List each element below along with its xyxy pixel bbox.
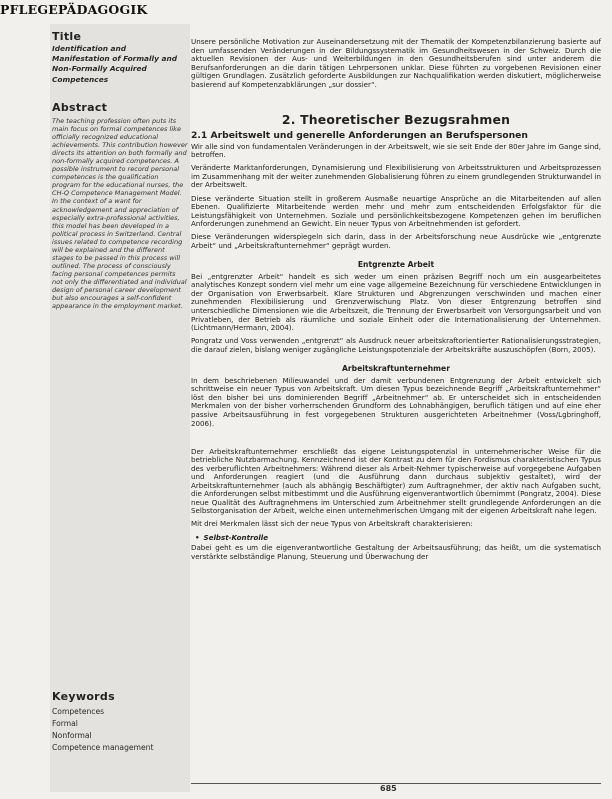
paragraph: Bei „entgrenzter Arbeit“ handelt es sich weder um einen präzisen Begriff noch um ein ausgearbeitetes analytisches Konzept sondern viel mehr um eine vage allgemeine Bezeichnung für verschiedene Entwicklungen in der Organisation von Erwerbsarbeit. Klare Strukturen und Abgrenzungen verschwinden und machen einer zunehmenden Flexibilisierung und Grenzverwischung Platz. Von dieser Entgrenzung betroffen sind unterschiedliche Dimensionen wie die Arbeitszeit, die Trennung der Erwerbsarbeit von Versorgungsarbeit und von Privatleben, der Betrieb als räumliche und soziale Einheit oder die Internationalisierung der Unternehmen. (Lichtmann/Hermann, 2004). xyxy=(191,271,601,333)
paragraph: Der Arbeitskraftunternehmer erschließt das eigene Leistungspotenzial in unternehmerischer Weise für die betriebliche Nutzbarmachung. Kennzeichnend ist der Kontrast zu dem für den Fordismus charakteristischen Typus des verberuflichten Arbeitnehmers: Während dieser als Arbeit-Nehmer typischerweise auf vorgegebene Aufgaben und Anforderungen reagiert (und die Ausführung dann durchaus subjektiv gestaltet), wird der Arbeitskraftunternehmer (auch als abhängig Beschäftigter) zum Auftragnehmer, der aktiv nach Aufgaben sucht, die Anforderungen selbst mitbestimmt und die Ausführung eigenverantwortlich übernimmt (Pongratz, 2004). Diese neue Qualität des Auftragnehmens im Unterschied zum Arbeitnehmer stellt grundlegende Anforderungen an die Selbstorganisation der Arbeit, welche einen unternehmerischen Umgang mit der eigenen Arbeitskraft nahe legen. xyxy=(191,446,601,516)
keyword-item: Competence management xyxy=(52,743,154,752)
bullet-label: Selbst-Kontrolle xyxy=(203,532,269,542)
paragraph: In dem beschriebenen Milieuwandel und der damit verbundenen Entgrenzung der Arbeit entwickelt sich schrittweise ein neuer Typus von Arbeitskraft. Um diesen Typus bezeichnende Begriff „Arbeitskraftunternehmer“ löst den bisher bei uns dominierenden Begriff „Arbeitnehmer“ ab. Er unterscheidet sich in entscheidenden Merkmalen von der bisher vorherrschenden Grundform des Lohnabhängigen, beruflich tätigen und auf eine eher passive Arbeitsausführung in fest vorgegebenen Strukturen ausgerichteten Arbeitnehmer (Voss/Lgbringhoff, 2006). xyxy=(191,375,601,428)
sidebar-title-heading: Title xyxy=(52,30,82,43)
sidebar-keywords-heading: Keywords xyxy=(52,690,115,703)
paragraph: Wir alle sind von fundamentalen Veränderungen in der Arbeitswelt, wie sie seit Ende der 80er Jahre im Gange sind, betroffen. xyxy=(191,141,601,160)
keyword-item: Formal xyxy=(52,719,78,728)
sidebar-abstract-heading: Abstract xyxy=(52,101,108,114)
page-number: 685 xyxy=(380,784,397,793)
subheading-arbeitskraftunternehmer: Arbeitskraftunternehmer xyxy=(342,364,450,374)
paragraph: Dabei geht es um die eigenverantwortliche Gestaltung der Arbeitsausführung; das heißt, um die systematisch verstärkte selbständige Planung, Steuerung und Überwachung der xyxy=(191,543,601,561)
keyword-item: Competences xyxy=(52,707,105,716)
paragraph: Diese veränderte Situation stellt in großerem Ausmaße neuartige Ansprüche an die Mitarbeitenden auf allen Ebenen. Qualifizierte Mitarbeitende werden mehr und mehr zum entscheidenden Erfolgsfaktor für die Leistungsfähigkeit von Unternehmen. Soziale und persönlichkeitsbezogene Kompetenzen gehen im beruflichen Anforderungen zunehmend an Gewicht. Ein neuer Typus von Arbeitnehmenden ist gefordert. xyxy=(191,193,601,229)
paragraph: Mit drei Merkmalen lässt sich der neue Typus von Arbeitskraft charakterisieren: xyxy=(191,519,473,529)
keyword-item: Nonformal xyxy=(52,731,92,740)
paragraph: Veränderte Marktanforderungen, Dynamisierung und Flexibilisierung von Arbeitsstrukturen und Arbeitsprozessen im Zusammenhang mit der weiter zunehmenden Globalisierung führen zu einem grundlegenden Strukturwandel in der Arbeitswelt. xyxy=(191,163,601,190)
section-title: 2.1 Arbeitswelt und generelle Anforderungen an Berufspersonen xyxy=(191,129,528,141)
journal-header: PFLEGEPÄDAGOGIK xyxy=(0,2,148,17)
paragraph: Pongratz und Voss verwenden „entgrenzt“ als Ausdruck neuer arbeitskraftorientierter Rationalisierungsstrategien, die darauf zielen, bislang weniger zugängliche Leistungspotenziale der Arbeitskräfte auszuschöpfen (Born, 2005). xyxy=(191,336,601,354)
chapter-title: 2. Theoretischer Bezugsrahmen xyxy=(281,111,511,127)
intro-paragraph: Unsere persönliche Motivation zur Auseinandersetzung mit der Thematik der Kompetenzbilanzierung basierte auf den umfassenden Veränderungen in der Bildungssystematik im Gesundheitswesen in der Schweiz. Durch die aktuellen Revisionen der Aus- und Weiterbildungen in den Gesundheitsberufen sind unter anderem die Berufsanforderungen an die darin tätigen Lehrpersonen unklar. Diese führten zu vorgebenen Revisionen einer gültigen Grundlagen. Zusätzlich geforderte Ausbildungen zur Nachqualifikation werden diskutiert, möglicherweise basierend auf Kompetenzabklärungen „sur dossier“. xyxy=(191,37,601,89)
keyword-list xyxy=(52,706,188,754)
main-article xyxy=(191,38,601,566)
paragraph: Diese Veränderungen widerspiegeln sich darin, dass in der Arbeitsforschung neue Ausdrücke wie „entgrenzte Arbeit“ und „Arbeitskraftunternehmer“ geprägt wurden. xyxy=(191,232,601,250)
sidebar-abstract-text: The teaching profession often puts its main focus on formal competences like officially recognized educational achievements. This contribution however directs its attention on both formally and non-formally acquired competences. A possible instrument to record personal competences is the qualification program for the educational nurses, the CH-Q Competence Management Model. In the context of a want for acknowledgement and appreciation of especially extra-professional activities, this model has been developed in a political process in Switzerland. Central issues related to competence recording will be explained and the different stages to be passed in this process will outlined. The process of consciously facing personal competences permits not only the differentiated and individual design of personal career development but also encourages a self-confident appearance in the employment market. xyxy=(52,117,188,311)
subheading-entgrenzte-arbeit: Entgrenzte Arbeit xyxy=(357,260,435,270)
bullet-item xyxy=(195,534,601,543)
sidebar-title-text: Identification and Manifestation of Formally and Non-Formally Acquired Competences xyxy=(52,44,178,84)
bullet-icon: • xyxy=(195,532,200,542)
